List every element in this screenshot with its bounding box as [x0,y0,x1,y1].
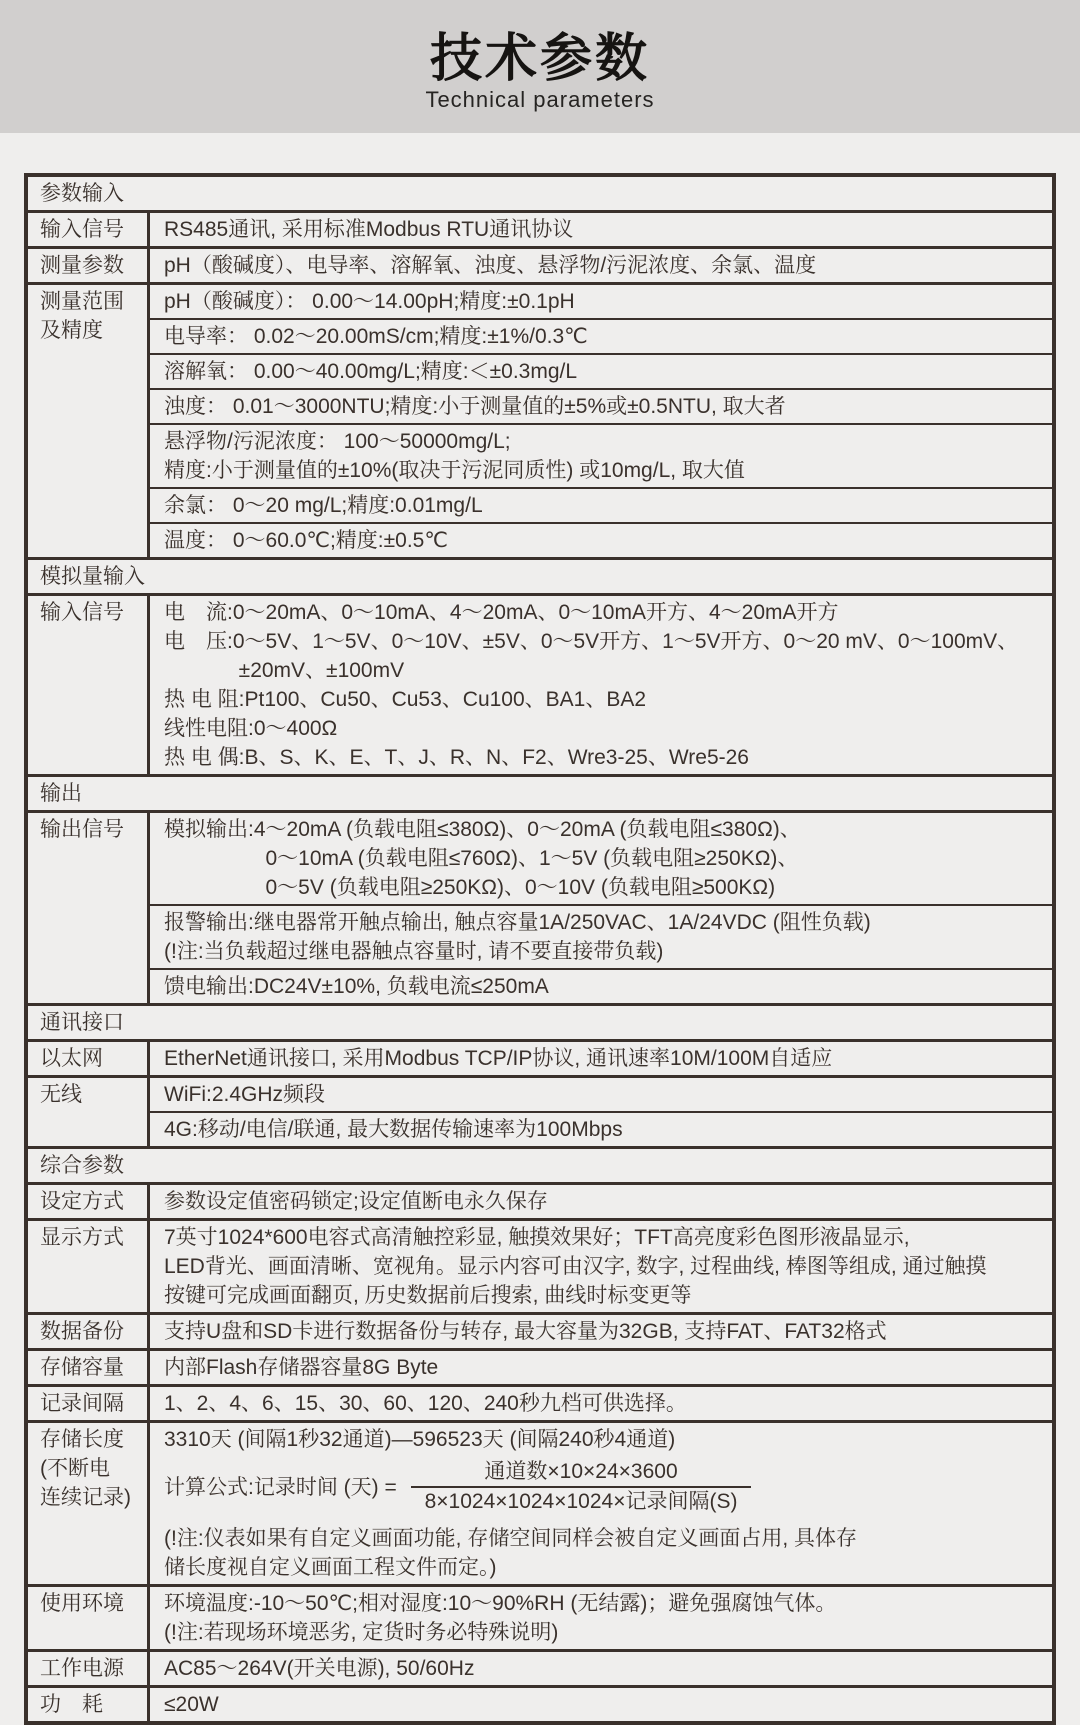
row-label-line: 输入信号 [40,218,124,241]
spec-table [24,173,1056,1725]
row-values [150,1351,1052,1384]
row-values [150,213,1052,246]
value-line: 模拟输出:4～20mA (负载电阻≤380Ω)、0～20mA (负载电阻≤380Ω)、 [164,818,801,841]
value-cell [150,1652,1052,1685]
row-label-line: 工作电源 [40,1657,124,1680]
value-line: 储长度视自定义画面工程文件而定。) [164,1556,497,1579]
value-line: 悬浮物/污泥浓度： 100～50000mg/L; [164,430,511,453]
row-label [28,1315,150,1348]
value-line: EtherNet通讯接口, 采用Modbus TCP/IP协议, 通讯速率10M/100M自适应 [164,1047,833,1070]
value-line: ≤20W [164,1693,219,1716]
value-line: 0～10mA (负载电阻≤760Ω)、1～5V (负载电阻≥250KΩ)、 [164,847,799,870]
row-label [28,596,150,774]
row-label-line: 测量范围 [40,290,124,313]
row-label-line: 存储容量 [40,1356,124,1379]
value-cell [150,1423,1052,1584]
value-line: 温度： 0～60.0℃;精度:±0.5℃ [164,529,448,552]
row-label [28,213,150,246]
row-values [150,1652,1052,1685]
page-subtitle: Technical parameters [425,87,655,112]
row-values [150,285,1052,557]
section-header-row: 综合参数 [28,1146,1052,1182]
row-label-line: 显示方式 [40,1226,124,1249]
row-values [150,1078,1052,1146]
value-line: (!注:仪表如果有自定义画面功能, 存储空间同样会被自定义画面占用, 具体存 [164,1527,857,1550]
row-values [150,1221,1052,1312]
row-values [150,1185,1052,1218]
row-values [150,1688,1052,1721]
formula-fraction [411,1458,752,1516]
value-cell [150,1688,1052,1721]
value-line: 0～5V (负载电阻≥250KΩ)、0～10V (负载电阻≥500KΩ) [164,876,776,899]
page-title: 技术参数 [429,30,650,88]
table-row [28,282,1052,557]
value-line: 电 流:0～20mA、0～10mA、4～20mA、0～10mA开方、4～20mA开方 [164,601,839,624]
row-label [28,1351,150,1384]
row-label [28,813,150,1003]
row-label [28,1185,150,1218]
row-label [28,1587,150,1649]
value-line: 4G:移动/电信/联通, 最大数据传输速率为100Mbps [164,1118,623,1141]
value-line: pH（酸碱度）： 0.00～14.00pH;精度:±0.1pH [164,290,575,313]
row-values [150,249,1052,282]
table-row [28,1218,1052,1312]
value-line: ±20mV、±100mV [164,659,405,682]
row-label-line: 设定方式 [40,1190,124,1213]
table-row [28,1039,1052,1075]
value-cell [150,388,1052,423]
row-values [150,1315,1052,1348]
value-cell [150,1387,1052,1420]
value-line: (!注:当负载超过继电器触点容量时, 请不要直接带负载) [164,940,664,963]
value-line: AC85～264V(开关电源), 50/60Hz [164,1657,475,1680]
value-line: 环境温度:-10～50℃;相对湿度:10～90%RH (无结露)；避免强腐蚀气体。 [164,1592,837,1615]
value-line: 精度:小于测量值的±10%(取决于污泥同质性) 或10mg/L, 取大值 [164,459,745,482]
row-label-line: 以太网 [40,1047,103,1070]
row-values [150,813,1052,1003]
value-cell [150,968,1052,1003]
value-line: 3310天 (间隔1秒32通道)—596523天 (间隔240秒4通道) [164,1428,676,1451]
value-line: 参数设定值密码锁定;设定值断电永久保存 [164,1190,548,1213]
table-row [28,593,1052,774]
table-row [28,810,1052,1003]
formula-prefix: 计算公式:记录时间 (天) = [164,1475,403,1499]
value-line: LED背光、画面清晰、宽视角。显示内容可由汉字, 数字, 过程曲线, 棒图等组成, 通过触摸 [164,1255,987,1278]
row-label [28,1423,150,1584]
row-label-line: 连续记录) [40,1486,131,1509]
value-cell [150,813,1052,904]
value-cell [150,522,1052,557]
row-label-line: 记录间隔 [40,1392,124,1415]
row-values [150,1587,1052,1649]
table-row [28,1384,1052,1420]
row-label-line: 数据备份 [40,1320,124,1343]
value-line: pH（酸碱度）、电导率、溶解氧、浊度、悬浮物/污泥浓度、余氯、温度 [164,254,817,277]
row-label-line: 及精度 [40,319,103,342]
value-cell [150,318,1052,353]
row-label [28,1387,150,1420]
value-line: 线性电阻:0～400Ω [164,717,338,740]
value-line: WiFi:2.4GHz频段 [164,1083,326,1106]
value-line: 内部Flash存储器容量8G Byte [164,1356,439,1379]
section-header-row: 模拟量输入 [28,557,1052,593]
value-cell [150,904,1052,968]
value-cell [150,213,1052,246]
table-row [28,1075,1052,1146]
section-header-row: 参数输入 [40,182,124,205]
row-values [150,596,1052,774]
value-line: 余氯： 0～20 mg/L;精度:0.01mg/L [164,494,483,517]
table-row [28,246,1052,282]
table-row [28,1348,1052,1384]
value-line: 热 电 偶:B、S、K、E、T、J、R、N、F2、Wre3-25、Wre5-26 [164,746,749,769]
value-line: 报警输出:继电器常开触点输出, 触点容量1A/250VAC、1A/24VDC (阻性负载) [164,911,871,934]
row-label-line: 存储长度 [40,1428,124,1451]
value-cell [150,353,1052,388]
value-cell [150,1185,1052,1218]
table-row [28,1649,1052,1685]
value-line: 电 压:0～5V、1～5V、0～10V、±5V、0～5V开方、1～5V开方、0～20 mV、0～100mV、 [164,630,1019,653]
row-values [150,1387,1052,1420]
row-label [28,285,150,557]
row-values [150,1423,1052,1584]
value-cell [150,1587,1052,1649]
row-label-line: 无线 [40,1083,82,1106]
table-row [28,1584,1052,1649]
value-cell [150,1042,1052,1075]
row-label-line: 测量参数 [40,254,124,277]
table-row [28,1312,1052,1348]
value-line: 按键可完成画面翻页, 历史数据前后搜索, 曲线时标变更等 [164,1284,692,1307]
value-line: 支持U盘和SD卡进行数据备份与转存, 最大容量为32GB, 支持FAT、FAT32格式 [164,1320,887,1343]
row-values [150,1042,1052,1075]
value-cell [150,1078,1052,1111]
value-cell [150,1351,1052,1384]
value-cell [150,423,1052,487]
row-label [28,1042,150,1075]
row-label [28,1652,150,1685]
value-cell [150,285,1052,318]
fraction-numerator: 通道数×10×24×3600 [484,1460,678,1483]
table-row [28,210,1052,246]
table-row [28,1685,1052,1721]
value-cell [150,1111,1052,1146]
section-header-row: 通讯接口 [28,1003,1052,1039]
row-label [28,1688,150,1721]
row-label-line: 输出信号 [40,818,124,841]
table-row [28,1420,1052,1584]
value-cell [150,1221,1052,1312]
fraction-denominator: 8×1024×1024×1024×记录间隔(S) [411,1486,752,1516]
row-label [28,249,150,282]
value-line: 7英寸1024*600电容式高清触控彩显, 触摸效果好；TFT高亮度彩色图形液晶显示, [164,1226,910,1249]
row-label-line: (不断电 [40,1457,110,1480]
value-line: 电导率： 0.02～20.00mS/cm;精度:±1%/0.3℃ [164,325,588,348]
formula-line [164,1454,1044,1524]
value-cell [150,596,1052,774]
value-line: 1、2、4、6、15、30、60、120、240秒九档可供选择。 [164,1392,687,1415]
table-row [28,1182,1052,1218]
value-cell [150,1315,1052,1348]
row-label [28,1221,150,1312]
value-cell [150,487,1052,522]
value-cell [150,249,1052,282]
page-header [0,0,1080,133]
row-label-line: 输入信号 [40,601,124,624]
row-label-line: 功 耗 [40,1693,103,1716]
value-line: 浊度： 0.01～3000NTU;精度:小于测量值的±5%或±0.5NTU, 取大者 [164,395,786,418]
value-line: RS485通讯, 采用标准Modbus RTU通讯协议 [164,218,574,241]
value-line: 溶解氧： 0.00～40.00mg/L;精度:＜±0.3mg/L [164,360,578,383]
row-label [28,1078,150,1146]
value-line: (!注:若现场环境恶劣, 定货时务必特殊说明) [164,1621,559,1644]
section-header-row: 输出 [28,774,1052,810]
row-label-line: 使用环境 [40,1592,124,1615]
value-line: 热 电 阻:Pt100、Cu50、Cu53、Cu100、BA1、BA2 [164,688,647,711]
value-line: 馈电输出:DC24V±10%, 负载电流≤250mA [164,975,549,998]
